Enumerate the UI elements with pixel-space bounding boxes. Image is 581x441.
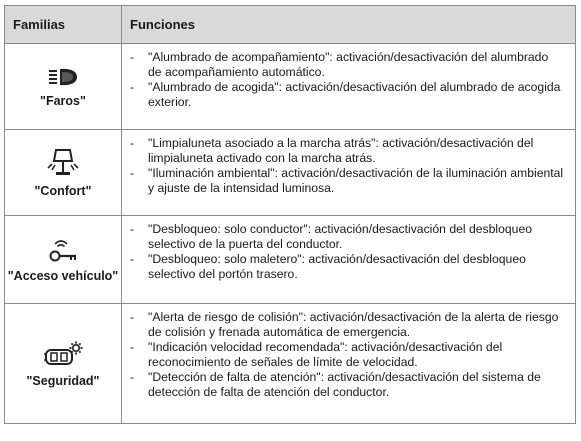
family-label-acceso-vehiculo: "Acceso vehículo": [7, 268, 119, 283]
header-families-label: Familias: [13, 17, 66, 32]
table-row-faros: [5, 43, 575, 129]
table-header-row: [5, 6, 575, 43]
functions-cell-confort: [122, 130, 575, 215]
remote-key-icon: [48, 237, 78, 263]
family-label-confort: "Confort": [34, 183, 92, 198]
family-cell-acceso-vehiculo: [5, 216, 122, 303]
list-item: - "Alumbrado de acompañamiento": activación/desactivación del alumbrado de acompañamiento automático.: [130, 50, 549, 79]
headlamp-icon: [48, 66, 78, 88]
list-item: - "Limpialuneta asociado a la marcha atrás": activación/desactivación del limpialuneta activado con la marcha atrás.: [130, 136, 534, 165]
list-item: - "Desbloqueo: solo maletero": activación/desactivación del desbloqueo selectivo del portón trasero.: [130, 252, 526, 281]
list-item: - "Iluminación ambiental": activación/desactivación de la iluminación ambiental y ajuste de la intensidad luminosa.: [130, 166, 564, 195]
list-item: - "Alerta de riesgo de colisión": activación/desactivación de la alerta de riesgo de colisión y frenada automática de emergencia.: [130, 310, 559, 339]
family-cell-seguridad: [5, 304, 122, 423]
list-item: - "Desbloqueo: solo conductor": activación/desactivación del desbloqueo selectivo de la puerta del conductor.: [130, 222, 533, 251]
family-label-faros: "Faros": [40, 93, 86, 108]
functions-cell-seguridad: [122, 304, 575, 423]
header-families-cell: [5, 6, 122, 43]
family-cell-confort: [5, 130, 122, 215]
family-label-seguridad: "Seguridad": [26, 373, 100, 388]
table-row-seguridad: [5, 303, 575, 423]
header-functions-label: Funciones: [130, 17, 196, 32]
car-safety-gear-icon: [43, 340, 83, 368]
family-cell-faros: [5, 44, 122, 129]
functions-table: [4, 5, 576, 424]
functions-cell-acceso-vehiculo: [122, 216, 575, 303]
header-functions-cell: [122, 6, 575, 43]
ceiling-lamp-icon: [46, 148, 80, 178]
functions-cell-faros: [122, 44, 575, 129]
table-row-confort: [5, 129, 575, 215]
list-item: - "Detección de falta de atención": activación/desactivación del sistema de detección de falta de atención del conductor.: [130, 370, 541, 399]
list-item: - "Indicación velocidad recomendada": activación/desactivación del reconocimiento de señales de límite de velocidad.: [130, 340, 503, 369]
list-item: - "Alumbrado de acogida": activación/desactivación del alumbrado de acogida exterior.: [130, 80, 561, 109]
table-row-acceso-vehiculo: [5, 215, 575, 303]
